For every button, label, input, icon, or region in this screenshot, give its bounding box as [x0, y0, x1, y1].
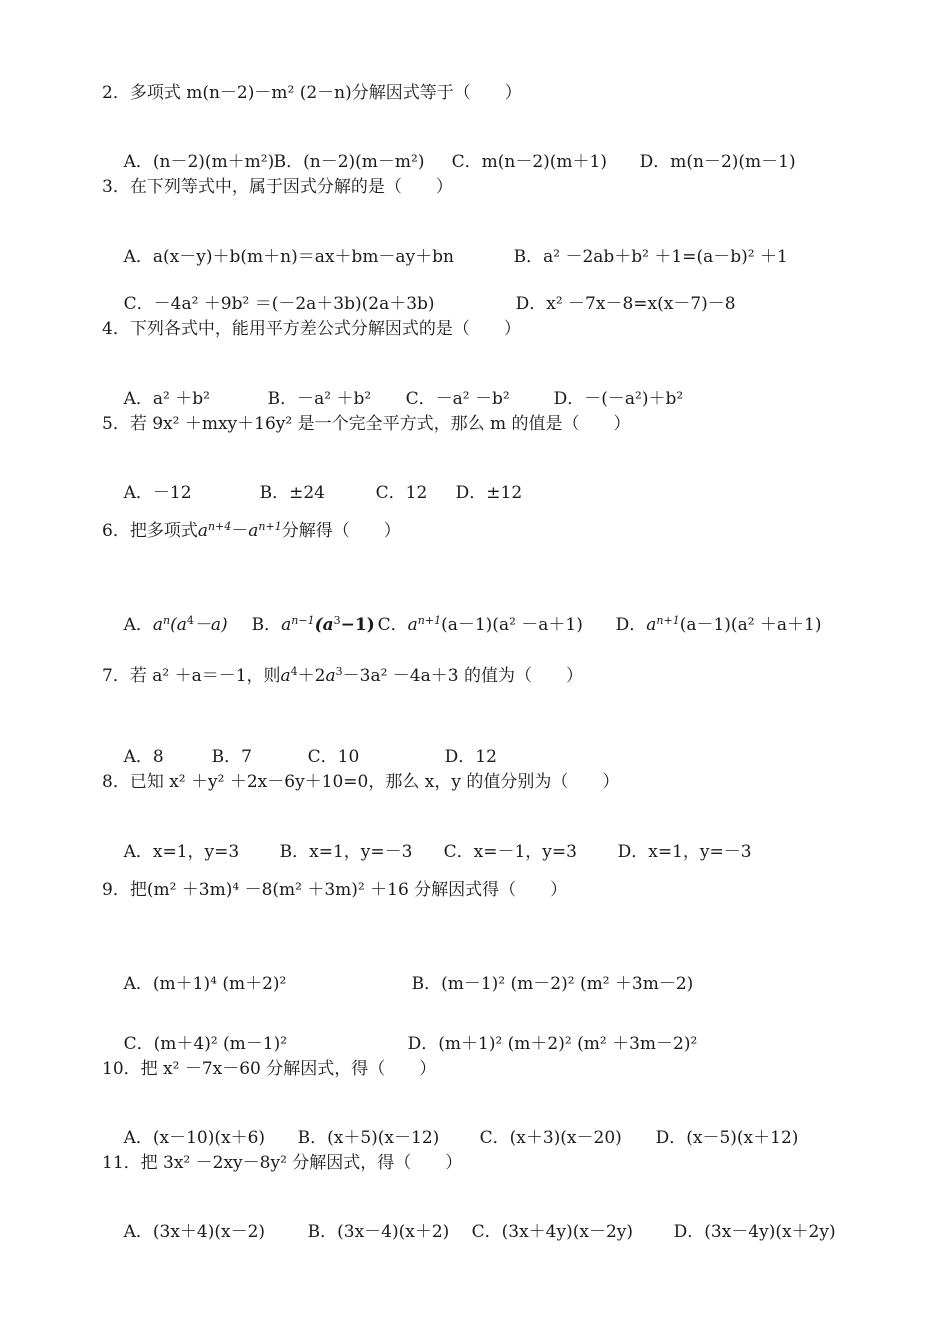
q6-minus: － [231, 521, 249, 541]
q7-option-c: C．10 [307, 747, 360, 767]
q9-options-row1 [102, 951, 693, 1017]
q5-option-d: D．±12 [455, 483, 523, 503]
q5-option-b: B．±24 [259, 483, 325, 503]
q10-option-d: D．(x－5)(x＋12) [655, 1128, 799, 1148]
q6-option-b: B．$a^{n-1}(a^3-1)$ [251, 614, 375, 635]
q9-stem: 9．把(m² ＋3m)⁴ －8(m² ＋3m)² ＋16 分解因式得（ ） [102, 880, 568, 900]
q6-exp-1: n+4 [207, 520, 232, 533]
q9-option-c: C．(m＋4)² (m－1)² [123, 1034, 288, 1054]
q4-option-a: A．a² ＋b² [123, 389, 210, 409]
q6-base-2: a [248, 521, 259, 541]
q10-option-c: C．(x＋3)(x－20) [479, 1128, 622, 1148]
q7-stem: 7．若 a² ＋a＝－1，则$a^4+2a^3-3a^2 -4a+3$ 的值为（ ） [102, 665, 583, 686]
q11-stem: 11．把 3x² －2xy－8y² 分解因式，得（ ） [102, 1153, 463, 1173]
q6-prefix: 6．把多项式 [102, 521, 198, 541]
q3-option-a: A．a(x－y)＋b(m＋n)＝ax＋bm－ay＋bn [123, 247, 455, 267]
q6-option-d: D．$a^{n+1}(a-1)(a^2 +a+1)$ [615, 614, 822, 635]
q8-options [102, 819, 752, 885]
q2-option-a: A．(n－2)(m＋m²) [123, 152, 275, 172]
q3-option-c: C．－4a² ＋9b² ＝(－2a＋3b)(2a＋3b) [123, 294, 435, 314]
q7-prefix: 7．若 a² ＋a＝－1，则 [102, 666, 281, 686]
q2-stem: 2．多项式 m(n－2)－m² (2－n)分解因式等于（ ） [102, 83, 522, 103]
q2-option-c: C．m(n－2)(m＋1) [451, 152, 607, 172]
q4-stem: 4．下列各式中，能用平方差公式分解因式的是（ ） [102, 319, 521, 339]
q8-option-a: A．x=1，y=3 [123, 842, 240, 862]
q11-options [102, 1199, 836, 1265]
q4-option-d: D．－(－a²)＋b² [553, 389, 684, 409]
q7-suffix: －3a² －4a＋3 的值为（ ） [342, 666, 583, 686]
q7-option-d: D．12 [444, 747, 497, 767]
q5-option-c: C．12 [375, 483, 428, 503]
q11-option-d: D．(3x－4y)(x＋2y) [673, 1222, 836, 1242]
q2-option-b: B．(n－2)(m－m²) [273, 152, 425, 172]
q5-stem: 5．若 9x² ＋mxy＋16y² 是一个完全平方式，那么 m 的值是（ ） [102, 414, 631, 434]
q6-option-c: C．$a^{n+1}(a-1)(a^2 -a+1)$ [377, 614, 583, 635]
q8-option-c: C．x=－1，y=3 [443, 842, 577, 862]
q10-option-a: A．(x－10)(x＋6) [123, 1128, 266, 1148]
q6-exp-2: n+1 [258, 520, 282, 533]
q8-stem: 8．已知 x² ＋y² ＋2x－6y＋10=0，那么 x，y 的值分别为（ ） [102, 772, 620, 792]
q9-option-b: B．(m－1)² (m－2)² (m² ＋3m－2) [411, 974, 694, 994]
q6-option-a: A．$a^n(a^4-a)$ [123, 614, 228, 635]
q6-stem [102, 520, 401, 542]
q11-option-a: A．(3x＋4)(x－2) [123, 1222, 266, 1242]
q11-option-c: C．(3x＋4y)(x－2y) [471, 1222, 633, 1242]
q11-option-b: B．(3x－4)(x＋2) [307, 1222, 450, 1242]
q10-option-b: B．(x＋5)(x－12) [297, 1128, 440, 1148]
q8-option-d: D．x=1，y=－3 [617, 842, 752, 862]
q8-option-b: B．x=1，y=－3 [279, 842, 413, 862]
q5-option-a: A．－12 [123, 483, 192, 503]
q6-options [102, 592, 822, 658]
q7-option-a: A．8 [123, 747, 164, 767]
q4-option-c: C．－a² －b² [405, 389, 510, 409]
q6-base-1: a [197, 521, 208, 541]
q2-option-d: D．m(n－2)(m－1) [639, 152, 796, 172]
q9-option-a: A．(m＋1)⁴ (m＋2)² [123, 974, 287, 994]
q3-stem: 3．在下列等式中，属于因式分解的是（ ） [102, 177, 453, 197]
q9-option-d: D．(m＋1)² (m＋2)² (m² ＋3m－2)² [407, 1034, 698, 1054]
q10-stem: 10．把 x² －7x－60 分解因式，得（ ） [102, 1059, 437, 1079]
q3-option-b: B．a² －2ab＋b² ＋1=(a－b)² ＋1 [513, 247, 788, 267]
q7-option-b: B．7 [211, 747, 252, 767]
q5-options [102, 460, 522, 526]
q4-option-b: B．－a² ＋b² [267, 389, 372, 409]
q6-suffix: 分解得（ ） [281, 521, 401, 541]
q3-option-d: D．x² －7x－8=x(x－7)－8 [515, 294, 736, 314]
